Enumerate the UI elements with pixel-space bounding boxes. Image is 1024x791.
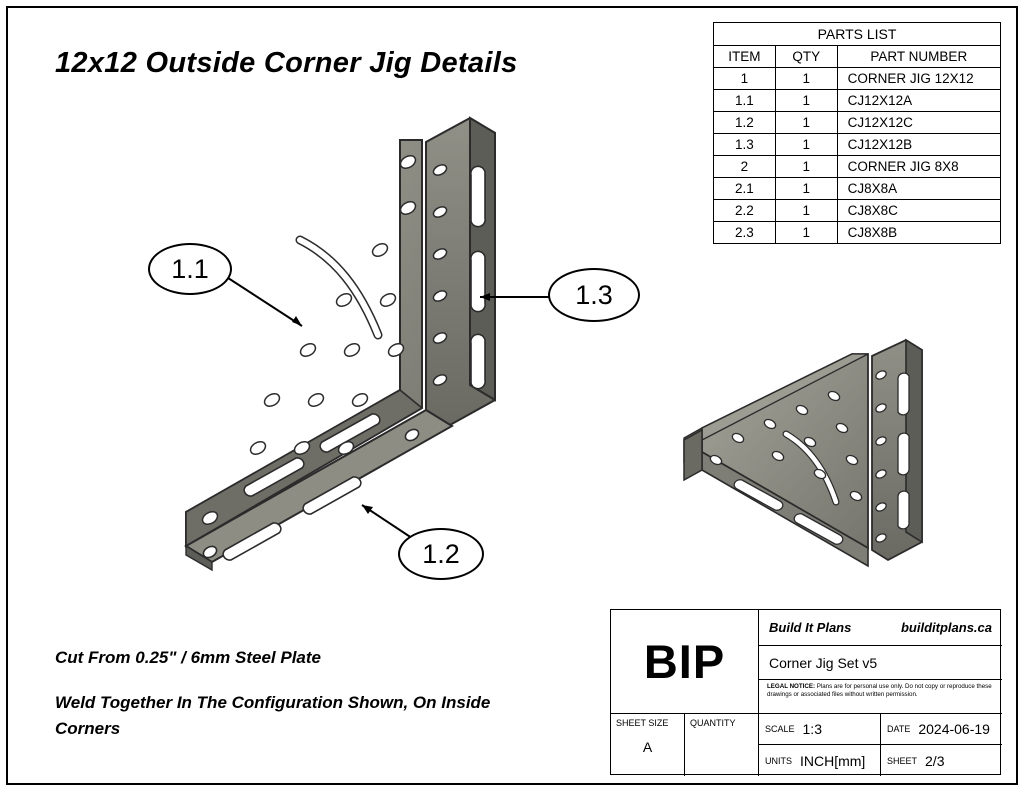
company-website: builditplans.ca <box>900 620 992 635</box>
quantity-label: QUANTITY <box>690 718 736 728</box>
sheet-size-label: SHEET SIZE <box>616 718 669 728</box>
secondary-isometric-view <box>660 320 950 600</box>
cell-qty: 1 <box>775 200 837 222</box>
table-row <box>714 90 1001 112</box>
cell-qty: 1 <box>775 134 837 156</box>
title-block <box>610 609 1001 775</box>
table-row <box>714 112 1001 134</box>
column-header-qty: QTY <box>775 46 837 68</box>
leader-line-1-3 <box>470 285 560 315</box>
cell-item: 2 <box>714 156 776 178</box>
leader-line-1-1 <box>220 268 320 338</box>
cell-item: 2.1 <box>714 178 776 200</box>
balloon-1-1: 1.1 <box>148 243 232 295</box>
part-1-3-plate <box>426 118 495 425</box>
page-title: 12x12 Outside Corner Jig Details <box>55 47 518 79</box>
cell-item: 2.2 <box>714 200 776 222</box>
column-header-part-number: PART NUMBER <box>837 46 1000 68</box>
legal-notice-label: LEGAL NOTICE: <box>767 683 816 690</box>
company-name-row <box>759 610 1002 646</box>
units-cell <box>759 745 881 776</box>
table-row <box>714 178 1001 200</box>
parts-list-header-row <box>714 46 1001 68</box>
note-assembly: Weld Together In The Configuration Shown, On Inside Corners <box>55 693 491 739</box>
cell-part-number: CJ8X8A <box>837 178 1000 200</box>
cell-item: 2.3 <box>714 222 776 244</box>
cell-part-number: CJ12X12C <box>837 112 1000 134</box>
cell-item: 1.2 <box>714 112 776 134</box>
cell-part-number: CORNER JIG 12X12 <box>837 68 1000 90</box>
table-row <box>714 200 1001 222</box>
table-row <box>714 222 1001 244</box>
cell-part-number: CJ8X8B <box>837 222 1000 244</box>
cell-qty: 1 <box>775 178 837 200</box>
table-row <box>714 134 1001 156</box>
sheet-value: 2/3 <box>925 752 945 769</box>
cell-part-number: CJ12X12A <box>837 90 1000 112</box>
balloon-1-3: 1.3 <box>548 268 640 322</box>
date-value: 2024-06-19 <box>918 721 990 737</box>
sheet-number-cell <box>881 745 1002 776</box>
legal-notice <box>759 680 1002 714</box>
parts-list-title-row <box>714 23 1001 46</box>
cell-item: 1.1 <box>714 90 776 112</box>
cell-part-number: CJ12X12B <box>837 134 1000 156</box>
date-label: DATE <box>887 724 911 734</box>
cell-part-number: CJ8X8C <box>837 200 1000 222</box>
units-label: UNITS <box>765 755 792 766</box>
date-cell <box>881 714 1002 745</box>
table-row <box>714 156 1001 178</box>
quantity-value <box>685 728 758 739</box>
cell-qty: 1 <box>775 156 837 178</box>
cell-qty: 1 <box>775 68 837 90</box>
units-value: INCH[mm] <box>800 752 866 769</box>
balloon-1-2: 1.2 <box>398 528 484 580</box>
cell-qty: 1 <box>775 112 837 134</box>
scale-value: 1:3 <box>802 721 822 737</box>
company-name: Build It Plans <box>769 620 852 635</box>
cell-qty: 1 <box>775 222 837 244</box>
parts-list-title: PARTS LIST <box>714 23 1001 46</box>
cell-item: 1 <box>714 68 776 90</box>
column-header-item: ITEM <box>714 46 776 68</box>
parts-list-table <box>713 22 1001 244</box>
scale-cell <box>759 714 881 745</box>
cell-item: 1.3 <box>714 134 776 156</box>
legal-notice-text: Plans are for personal use only. Do not copy or reproduce these drawings or associated files without written permission. <box>767 683 992 699</box>
cell-qty: 1 <box>775 90 837 112</box>
note-material: Cut From 0.25" / 6mm Steel Plate <box>55 648 321 667</box>
scale-label: SCALE <box>765 724 795 734</box>
company-logo: BIP <box>611 610 759 714</box>
sheet-size-value: A <box>642 739 653 755</box>
cell-part-number: CORNER JIG 8X8 <box>837 156 1000 178</box>
table-row <box>714 68 1001 90</box>
sheet-label: SHEET <box>887 755 918 766</box>
quantity-cell <box>685 714 759 776</box>
project-name: Corner Jig Set v5 <box>759 646 1002 680</box>
sheet-size-cell <box>611 714 685 776</box>
